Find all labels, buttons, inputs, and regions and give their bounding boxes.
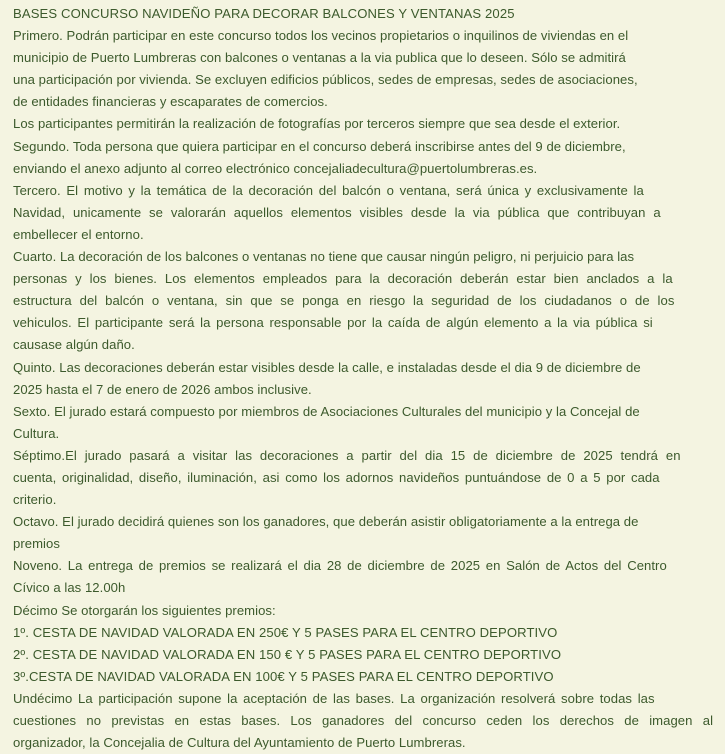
- clause-undecimo-line-1: Undécimo La participación supone la aceptación de las bases. La organización resolverá sobre todas las: [13, 690, 655, 706]
- prize-item-third: 3º.CESTA DE NAVIDAD VALORADA EN 100€ Y 5 PASES PARA EL CENTRO DEPORTIVO: [13, 668, 554, 684]
- clause-tercero-line-1: Tercero. El motivo y la temática de la decoración del balcón o ventana, será única y exclusivamente la: [13, 182, 644, 198]
- clause-noveno-line-1: Noveno. La entrega de premios se realizará el dia 28 de diciembre de 2025 en Salón de Actos del Centro: [13, 558, 667, 574]
- clause-cuarto-line-3: estructura del balcón o ventana, sin que se ponga en riesgo la seguridad de los ciudadanos o de los: [13, 293, 675, 309]
- clause-septimo-line-1: Séptimo.El jurado pasará a visitar las decoraciones a partir del dia 15 de diciembre de 2025 tendrá en: [13, 447, 681, 463]
- clause-segundo-line-2-email: enviando el anexo adjunto al correo electrónico concejaliadecultura@puertolumbreras.es.: [13, 160, 538, 176]
- clause-primero-line-1: Primero. Podrán participar en este concurso todos los vecinos propietarios o inquilinos de viviendas en el: [13, 28, 629, 44]
- prize-item-first: 1º. CESTA DE NAVIDAD VALORADA EN 250€ Y 5 PASES PARA EL CENTRO DEPORTIVO: [13, 624, 558, 640]
- clause-cuarto-line-2: personas y los bienes. Los elementos empleados para la decoración deberán estar bien anclados a la: [13, 271, 673, 287]
- clause-primero-line-4: de entidades financieras y escaparates de comercios.: [13, 94, 328, 110]
- clause-sexto-line-1: Sexto. El jurado estará compuesto por miembros de Asociaciones Culturales del municipio y la Concejal de: [13, 403, 640, 419]
- clause-quinto-line-1: Quinto. Las decoraciones deberán estar visibles desde la calle, e instaladas desde el dia 9 de diciembre de: [13, 359, 641, 375]
- clause-undecimo-line-3: organizador, la Concejalia de Cultura del Ayuntamiento de Puerto Lumbreras.: [13, 735, 466, 751]
- clause-noveno-line-2: Cívico a las 12.00h: [13, 580, 126, 596]
- clause-septimo-line-2: cuenta, originalidad, diseño, iluminación, asi como los adornos navideños puntuándose de 0 a 5 por cada: [13, 469, 660, 485]
- document-text-body: [13, 3, 725, 754]
- clause-septimo-line-3: criterio.: [13, 492, 57, 508]
- clause-octavo-line-1: Octavo. El jurado decidirá quienes son los ganadores, que deberán asistir obligatoriamente a la entrega de: [13, 514, 639, 530]
- clause-cuarto-line-1: Cuarto. La decoración de los balcones o ventanas no tiene que causar ningún peligro, ni perjuicio para las: [13, 249, 635, 265]
- clause-tercero-line-2: Navidad, unicamente se valorarán aquellos elementos visibles desde la via pública que contribuyan a: [13, 204, 661, 220]
- clause-cuarto-line-4: vehiculos. El participante será la persona responsable por la caída de algún elemento a la via pública si: [13, 315, 653, 331]
- clause-cuarto-line-5: causase algún daño.: [13, 337, 135, 353]
- clause-tercero-line-3: embellecer el entorno.: [13, 226, 144, 242]
- clause-primero-line-3: una participación por vivienda. Se excluyen edificios públicos, sedes de empresas, sedes de asociaciones,: [13, 72, 638, 88]
- clause-sexto-line-2: Cultura.: [13, 425, 60, 441]
- clause-segundo-line-1: Segundo. Toda persona que quiera participar en el concurso deberá inscribirse antes del 9 de diciembre,: [13, 138, 626, 154]
- clause-decimo-line-1: Décimo Se otorgarán los siguientes premios:: [13, 602, 276, 618]
- clause-quinto-line-2: 2025 hasta el 7 de enero de 2026 ambos inclusive.: [13, 381, 312, 397]
- clause-octavo-line-2: premios: [13, 536, 60, 552]
- clause-primero-line-2: municipio de Puerto Lumbreras con balcones o ventanas a la via publica que lo deseen. Sólo se admitirá: [13, 50, 626, 66]
- prize-item-second: 2º. CESTA DE NAVIDAD VALORADA EN 150 € Y 5 PASES PARA EL CENTRO DEPORTIVO: [13, 646, 562, 662]
- clause-fotografias-line-1: Los participantes permitirán la realización de fotografías por terceros siempre que sea desde el exterior.: [13, 116, 621, 132]
- document-title: BASES CONCURSO NAVIDEÑO PARA DECORAR BALCONES Y VENTANAS 2025: [13, 6, 515, 21]
- clause-undecimo-line-2: cuestiones no previstas en estas bases. Los ganadores del concurso ceden los derechos de imagen al: [13, 713, 714, 728]
